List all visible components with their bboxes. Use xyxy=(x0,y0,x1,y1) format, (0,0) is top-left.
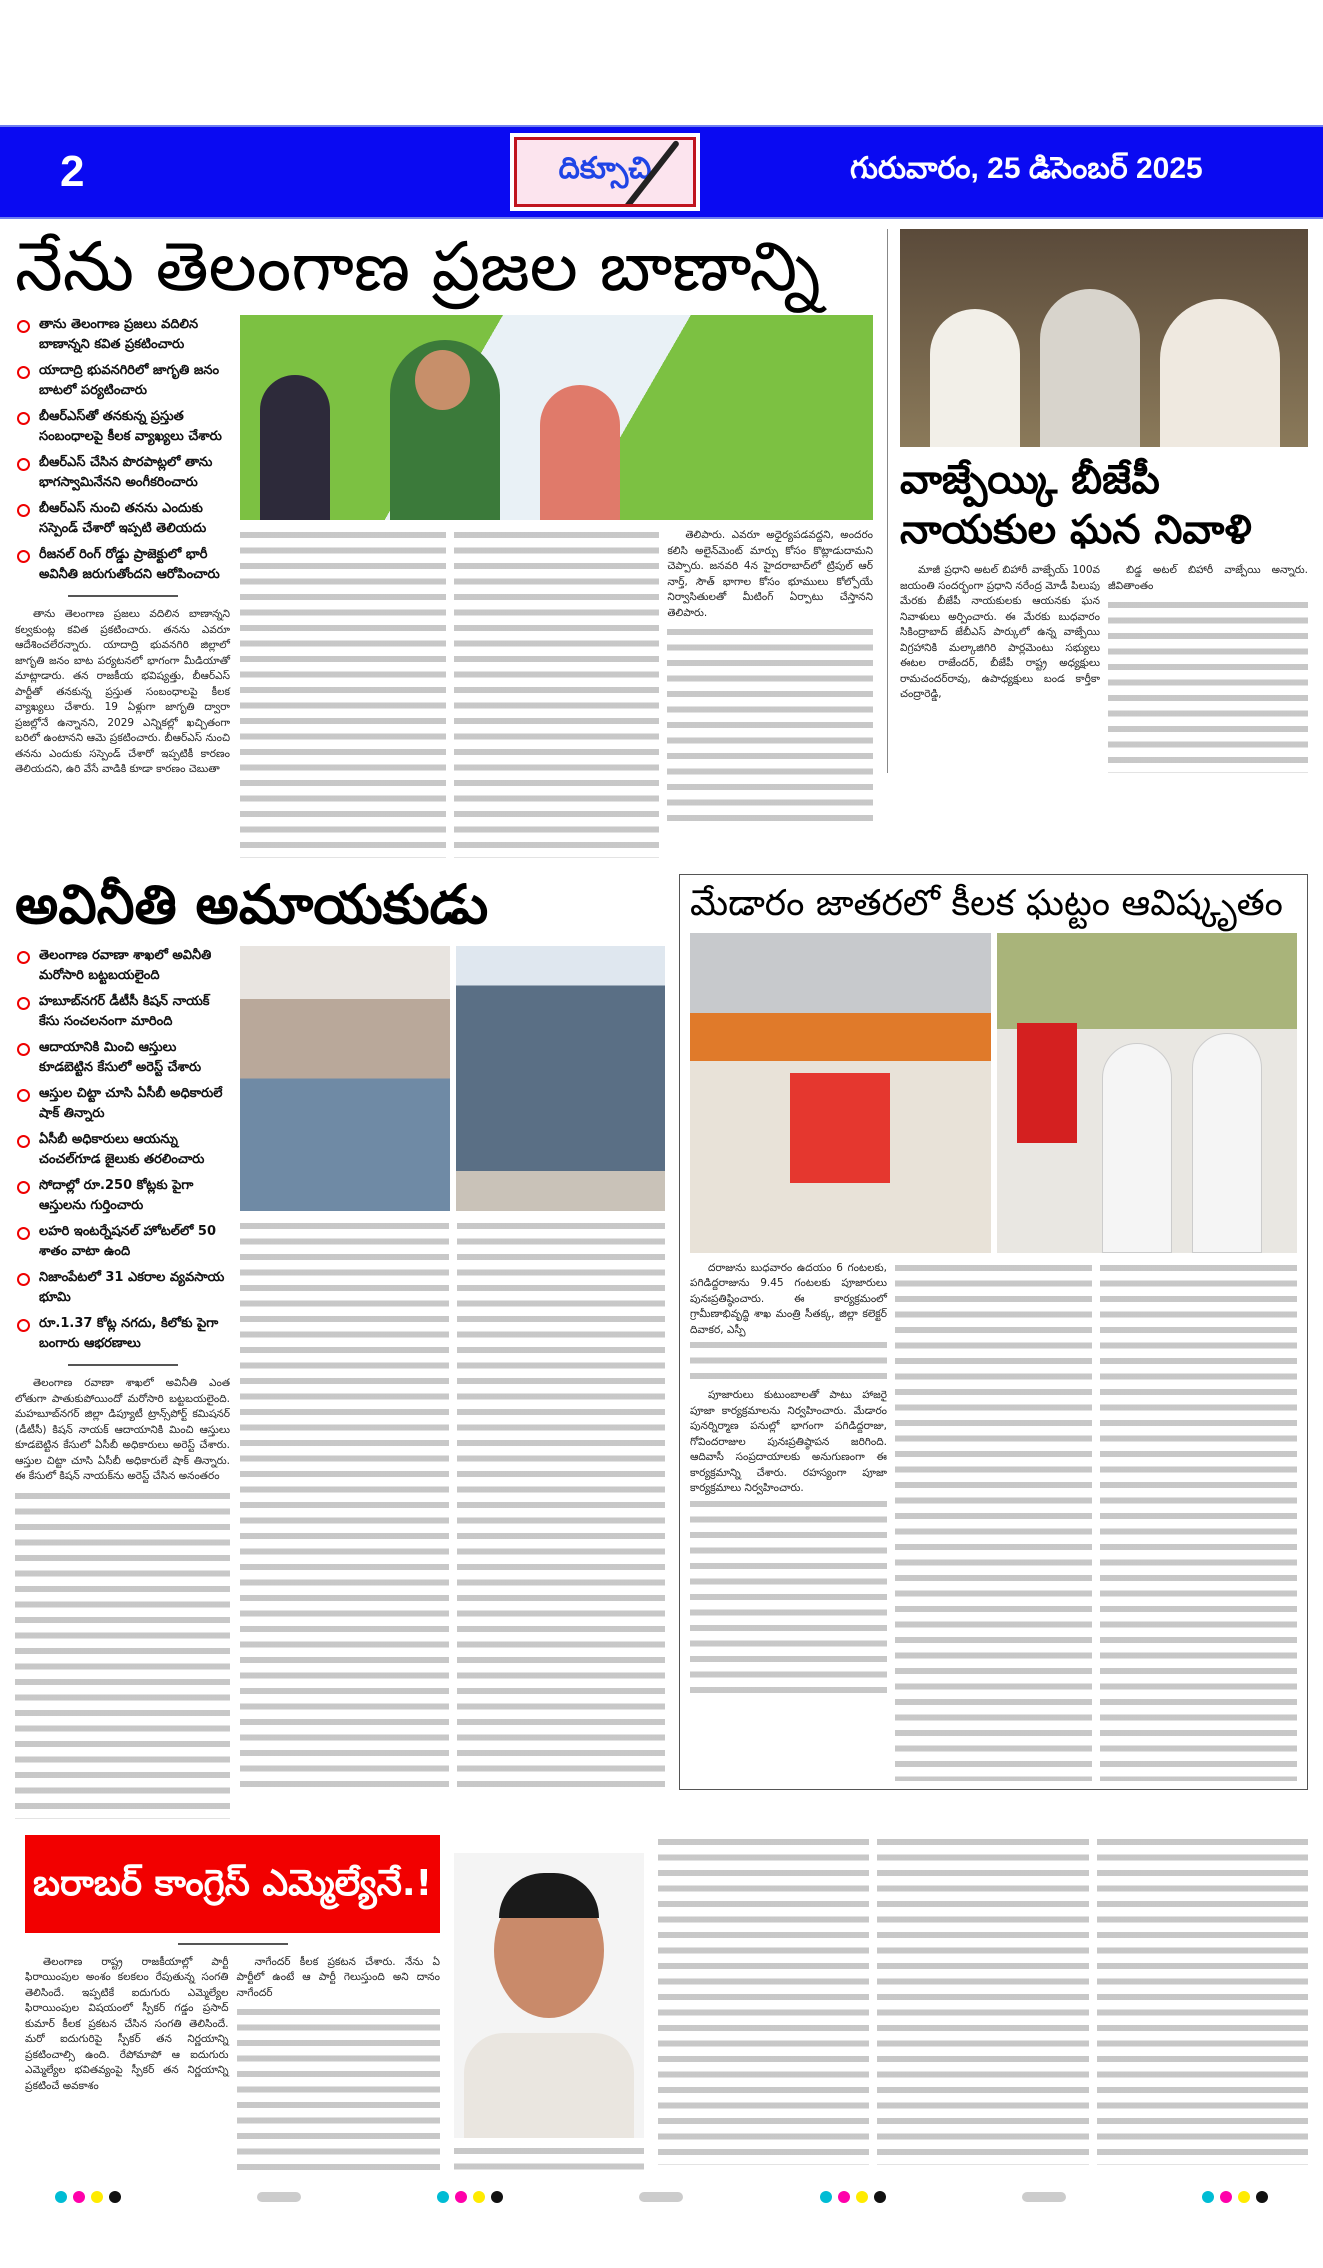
highlight: బీఆర్ఎస్ నుంచి తనను ఎందుకు సస్పెండ్ చేశారో ఇప్పటి తెలియదు xyxy=(15,499,230,539)
highlight: బీఆర్ఎస్ చేసిన పొరపాట్లలో తాను భాగస్వామినేనని అంగీకరించారు xyxy=(15,453,230,493)
story5-body-col5 xyxy=(1097,1835,1308,2165)
story5-body-text: నాగేందర్ కీలక ప్రకటన చేశారు. నేను ఏ పార్టీలో ఉంటే ఆ పార్టీ గెలుస్తుంది అని దానం నాగేందర్ xyxy=(236,1955,440,1999)
highlight: ఆదాయానికి మించి ఆస్తులు కూడబెట్టిన కేసులో అరెస్ట్ చేశారు xyxy=(15,1038,230,1078)
divider xyxy=(178,1943,288,1945)
logo-text: దిక్సూచి xyxy=(558,151,652,185)
story2-body-col1 xyxy=(900,563,1100,773)
story1-body-text: తెలిపారు. ఎవరూ అధైర్యపడవద్దని, అందరం కలిసి అలైన్‌మెంట్ మార్పు కోసం కొట్లాడుదామని చెప్పారు. జనవరి 4న హైదరాబాద్‌లో ట్రిపుల్ ఆర్ నార్త్, సౌత్ భాగాల కోసం భూములు కోల్పోయే నిర్వాసితులతో మీటింగ్ ఏర్పాటు చేస్తానని తెలిపారు. xyxy=(667,529,873,619)
story3-highlights xyxy=(15,946,230,1354)
story1-photo xyxy=(240,315,873,520)
highlight: ఆస్తుల చిట్టా చూసి ఏసీబీ అధికారులే షాక్ తిన్నారు xyxy=(15,1084,230,1124)
story5-body-col1 xyxy=(25,1955,229,2176)
story3-body-col1 xyxy=(15,1376,230,1819)
highlight: యాదాద్రి భువనగిరిలో జాగృతి జనం బాటలో పర్యటించారు xyxy=(15,361,230,401)
story1-body-col1 xyxy=(15,607,230,778)
masthead xyxy=(0,125,1323,219)
highlight: తాను తెలంగాణ ప్రజలు వదిలిన బాణాన్నని కవిత ప్రకటించారు xyxy=(15,315,230,355)
story3-headline: అవినీతి అమాయకుడు xyxy=(15,874,665,936)
story1-highlights xyxy=(15,315,230,585)
story5 xyxy=(15,1835,1308,2176)
story4-headline: మేడారం జాతరలో కీలక ఘట్టం ఆవిష్కృతం xyxy=(690,883,1297,924)
story5-body-col2 xyxy=(237,1955,441,2176)
story2-headline-line1: వాజ్పేయ్కి బీజేపీ xyxy=(900,457,1160,503)
story5-body-col4 xyxy=(877,1835,1088,2165)
story5-body-text: తెలంగాణ రాష్ట్ర రాజకీయాల్లో పార్టీ ఫిరాయింపుల అంశం కలకలం రేపుతున్న సంగతి తెలిసిందే. ఇప్పటికే ఐదుగురు ఎమ్మెల్యేల ఫిరాయింపుల విషయంలో స్పీకర్ గడ్డం ప్రసాద్ కుమార్ కీలక ప్రకటన చేసిన సంగతి తెలిసిందే. మరో ఐదుగురిపై స్పీకర్ తన నిర్ణయాన్ని ప్రకటించాల్సి ఉంది. రేపోమాపో ఆ ఐదుగురు ఎమ్మెల్యేల భవితవ్యంపై స్పీకర్ తన నిర్ణయాన్ని ప్రకటించే అవకాశం xyxy=(25,1955,229,2092)
story4-body-col1 xyxy=(690,1261,887,1781)
story3 xyxy=(15,874,665,1819)
story4-body-col2 xyxy=(895,1261,1092,1781)
hotel-building-photo-1 xyxy=(240,946,450,1211)
highlight: లహరి ఇంటర్నేషనల్ హోటల్‌లో 50 శాతం వాటా ఉంది xyxy=(15,1222,230,1262)
story1-body-text: తాను తెలంగాణ ప్రజలు వదిలిన బాణాన్నని కల్వకుంట్ల కవిత ప్రకటించారు. తనను ఎవరూ ఆదేశించలేరన్నారు. యాదాద్రి భువనగిరి జిల్లాలో జాగృతి జనం బాట పర్యటనలో భాగంగా మీడియాతో మాట్లాడారు. తన రాజకీయ భవిష్యత్తు, బీఆర్ఎస్ పార్టీతో తనకున్న ప్రస్తుత సంబంధాలపై కీలక వ్యాఖ్యలు చేశారు. 19 ఏళ్లుగా జాగృతి ద్వారా ప్రజల్లోనే ఉన్నానని, 2029 ఎన్నికల్లో ఖచ్చితంగా బరిలో ఉంటానని ఆమె ప్రకటించారు. బీఆర్ఎస్ నుంచి తనను ఎందుకు సస్పెండ్ చేశారో ఇప్పటికీ కారణం తెలియదని, ఉరి వేసే వాడికి కూడా కారణం చెబుతా xyxy=(15,608,230,776)
color-registration-strip xyxy=(55,2191,1268,2203)
story2-headline xyxy=(900,455,1308,555)
story2-photo xyxy=(900,229,1308,447)
story3-body-col3 xyxy=(457,1219,666,1789)
story1-body-col4 xyxy=(667,528,873,858)
story1 xyxy=(15,229,873,858)
story3-body-text: తెలంగాణ రవాణా శాఖలో అవినీతి ఎంత లోతుగా పాతుకుపోయిందో మరోసారి బట్టబయలైంది. మహబూబ్‌నగర్ జిల్లా డిప్యూటీ ట్రాన్స్‌పోర్ట్ కమిషనర్ (డీటీసీ) కిషన్ నాయక్ ఆదాయానికి మించి ఆస్తులు కూడబెట్టిన కేసులో ఏసీబీ అధికారులు అరెస్ట్ చేశారు. ఆస్తుల చిట్టా చూసి ఏసీబీ అధికారులే షాక్ తిన్నారు. ఈ కేసులో కిషన్ నాయక్‌ను అరెస్ట్ చేసిన అనంతరం xyxy=(15,1377,230,1483)
highlight: ఏసీబీ అధికారులు ఆయన్ను చంచల్‌గూడ జైలుకు తరలించారు xyxy=(15,1130,230,1170)
story2-headline-line2: నాయకుల ఘన నివాళి xyxy=(900,507,1252,553)
divider xyxy=(68,595,178,597)
highlight: హబూబ్‌నగర్ డీటీసీ కిషన్ నాయక్ కేసు సంచలనంగా మారింది xyxy=(15,992,230,1032)
story4-box xyxy=(679,874,1308,1789)
story2-body-text: మాజీ ప్రధాని అటల్ బిహారీ వాజ్పేయ్ 100వ జయంతి సందర్భంగా ప్రధాని నరేంద్ర మోడీ పిలుపు మేరకు బీజేపీ నాయకులకు ఆయనకు ఘన నివాళులు అర్పించారు. ఈ మేరకు బుధవారం సికింద్రాబాద్ జేబీఎస్ పార్కులో ఉన్న వాజ్పేయి విగ్రహానికి మల్కాజిగిరి పార్లమెంటు సభ్యులు ఈటల రాజేందర్, బీజేపీ రాష్ట్ర అధ్యక్షులు రామచందర్‌రావు, ఉపాధ్యక్షులు బండ కార్తీకా చంద్రారెడ్డి, xyxy=(900,564,1100,700)
newspaper-logo xyxy=(510,133,700,211)
highlight: నిజాంపేటలో 31 ఎకరాల వ్యవసాయ భూమి xyxy=(15,1268,230,1308)
story2-body-col2 xyxy=(1108,563,1308,773)
story5-headline-banner: బరాబర్ కాంగ్రెస్ ఎమ్మెల్యేనే.! xyxy=(25,1835,440,1933)
story5-photo-caption xyxy=(454,2144,644,2174)
story4-body-text: పూజారులు కుటుంబాలతో పాటు హాజరై పూజా కార్యక్రమాలను నిర్వహించారు. మేడారం పునర్నిర్మాణ పనుల్లో భాగంగా పగిడిద్దరాజు, గోవిందరాజుల పునఃప్రతిష్ఠాపన జరిగింది. ఆదివాసీ సంప్రదాయాలకు అనుగుణంగా ఈ కార్యక్రమాన్ని చేశారు. రహస్యంగా పూజా కార్యక్రమాలు నిర్వహించారు. xyxy=(690,1389,887,1495)
highlight: తెలంగాణ రవాణా శాఖలో అవినీతి మరోసారి బట్టబయలైంది xyxy=(15,946,230,986)
story5-photo xyxy=(454,1853,644,2138)
medaram-photo-2 xyxy=(997,933,1298,1253)
story5-body-col3 xyxy=(658,1835,869,2165)
story1-body-col2 xyxy=(240,528,446,858)
story4-body-col3 xyxy=(1100,1261,1297,1781)
story4-body-text: దరాజును బుధవారం ఉదయం 6 గంటలకు, పగిడిద్దరాజును 9.45 గంటలకు పూజారులు పునఃప్రతిష్ఠించారు. ఈ కార్యక్రమంలో గ్రామీణాభివృద్ధి శాఖ మంత్రి సీతక్క, జిల్లా కలెక్టర్ దివాకర, ఎస్పీ xyxy=(690,1261,887,1336)
story2-body-text: బిడ్డ అటల్ బిహారీ వాజ్పేయి అన్నారు. జీవితాంతం xyxy=(1108,564,1308,592)
highlight: రూ.1.37 కోట్ల నగదు, కిలోకు పైగా బంగారు ఆభరణాలు xyxy=(15,1314,230,1354)
issue-date: గురువారం, 25 డిసెంబర్ 2025 xyxy=(850,151,1203,185)
story1-headline: నేను తెలంగాణ ప్రజల బాణాన్ని xyxy=(15,229,873,307)
highlight: రీజనల్ రింగ్ రోడ్డు ప్రాజెక్టులో భారీ అవినీతి జరుగుతోందని ఆరోపించారు xyxy=(15,545,230,585)
hotel-building-photo-2 xyxy=(456,946,666,1211)
story2 xyxy=(887,229,1308,773)
story3-body-col2 xyxy=(240,1219,449,1789)
highlight: సోదాల్లో రూ.250 కోట్లకు పైగా ఆస్తులను గుర్తించారు xyxy=(15,1176,230,1216)
page-number: 2 xyxy=(60,147,85,196)
divider xyxy=(68,1364,178,1366)
highlight: బీఆర్ఎస్‌తో తనకున్న ప్రస్తుత సంబంధాలపై కీలక వ్యాఖ్యలు చేశారు xyxy=(15,407,230,447)
story1-body-col3 xyxy=(454,528,660,858)
medaram-photo-1 xyxy=(690,933,991,1253)
